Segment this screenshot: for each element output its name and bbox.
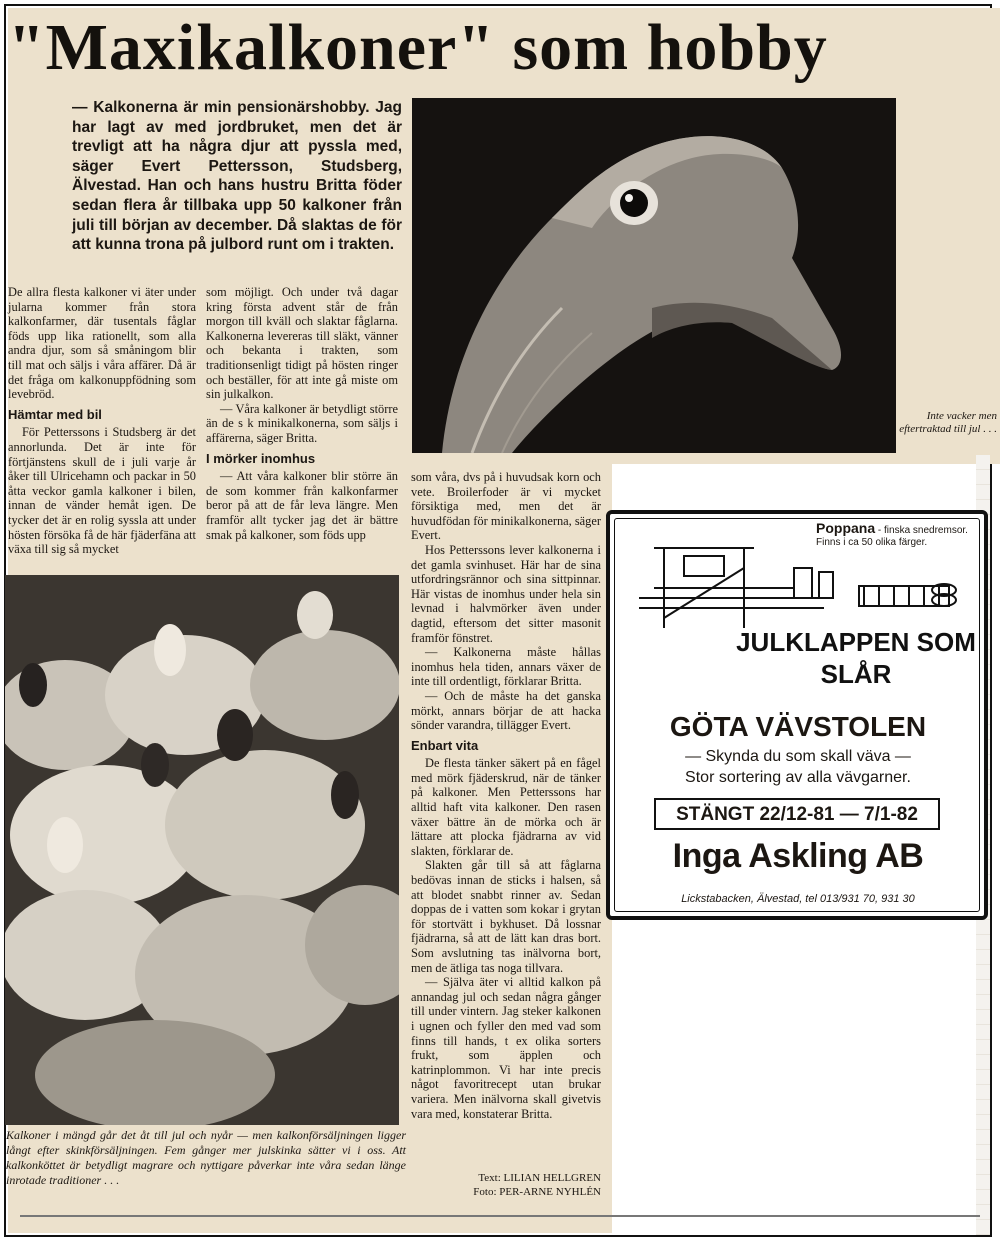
paragraph: — Kalkonerna måste hållas inomhus hela tiden, annars växer de inte till ordentligt, förklarar Britta. <box>411 645 601 689</box>
paragraph: De allra flesta kalkoner vi äter under jularna kommer från stora kalkonfarmer, där tusentals fåglar föds upp lika rationellt, som alla andra djur, som så småningom blir till mat och säljs i våra affärer. Då är det fråga om kalkonuppfödning som levebröd. <box>8 285 196 402</box>
subheading: Enbart vita <box>411 737 479 753</box>
subheading: I mörker inomhus <box>206 450 316 466</box>
paragraph: — Våra kalkoner är betydligt större än de s k minikalkonerna, som säljs i affärerna, säger Britta. <box>206 401 398 445</box>
photo1-caption: Inte vacker men eftertraktad till jul . . . <box>899 410 997 435</box>
turkey-flock-photo <box>5 575 399 1125</box>
photo2-caption: Kalkoner i mängd går det åt till jul och nyår — men kalkonförsäljningen ligger långt efter skinkförsäljningen. Fem gånger mer julskinka sätter vi i oss. Att kalkonköttet är betydligt magrare och nyttigare påverkar inte våra sedan länge inrotade traditioner . . . <box>6 1128 406 1187</box>
paragraph: De flesta tänker säkert på en fågel med mörk fjäderskrud, när de tänker på kalkoner. Men Petterssons har alltid haft vita kalkoner. Den rasen växer bättre än de mörka och är lättare att plocka fjädrarna av vid slakten, förklarar de. <box>411 756 601 858</box>
text-credit: Text: LILIAN HELLGREN <box>478 1172 601 1184</box>
article-lead: — Kalkonerna är min pensionärshobby. Jag har lagt av med jordbruket, men det är trevligt att ha några djur att pyssla med, säger Evert Pettersson, Studsberg, Älvestad. Han och hans hustru Britta föder sedan flera år tillbaka upp 50 kalkoner från juli till början av december. Då slaktas de för att kunna trona på julbord runt om i trakten. <box>72 99 402 254</box>
photo-credit: Foto: PER-ARNE NYHLÉN <box>473 1185 601 1198</box>
paragraph: som möjligt. Och under två dagar kring första advent står de från morgon till kväll och slaktar fåglarna. Kalkonerna levereras till släkt, vänner och bekanta i trakten, som traditionsenligt tidigt på hösten ringer och beställer, för att inte gå miste om sin julkalkon. <box>206 285 398 402</box>
paragraph: som våra, dvs på i huvudsak korn och vete. Broilerfoder är vi mycket försiktiga med, men det är huvudfödan för minikalkonerna, säger Evert. <box>411 470 601 543</box>
poppana-note <box>816 522 976 549</box>
ad-line-2: Stor sortering av alla vävgarner. <box>685 769 911 786</box>
ad-address: Lickstabacken, Älvestad, tel 013/931 70, 931 30 <box>681 893 915 905</box>
ad-company: Inga Askling AB <box>672 837 924 875</box>
paragraph: Hos Petterssons lever kalkonerna i det gamla svinhuset. Här har de sina utfordringsrännor och sina sittpinnar. Här vistas de inomhus under hela sin levnad i halvmörker även under dagtid, eftersom det sitter masonit framför fönstret. <box>411 542 601 645</box>
article-column-1 <box>8 285 196 557</box>
subheading: Hämtar med bil <box>8 406 102 422</box>
ad-headline: JULKLAPPEN SOM SLÅR <box>736 627 976 689</box>
ad-closed-dates: STÄNGT 22/12-81 — 7/1-82 <box>654 798 940 830</box>
ad-brand: Poppana <box>816 520 876 536</box>
advertisement <box>606 510 988 920</box>
ad-tagline <box>620 746 976 788</box>
paragraph: För Petterssons i Studsberg är det annorlunda. Det är inte för förtjänstens skull de i juli varje år åker till Ulricehamn och packar in 50 åtta veckor gamla kalkoner i bilen, innan de vänder hemåt igen. De tycker det är en rolig syssla att under hösten försöka få de här fjäderfäna att växa till sig så mycket <box>8 425 196 557</box>
article-headline: "Maxikalkoner" som hobby <box>8 11 828 84</box>
ad-product: GÖTA VÄVSTOLEN <box>669 711 927 742</box>
paragraph: Slakten går till så att fåglarna bedövas innan de sticks i halsen, så att blodet snabbt rinner av. Sedan doppas de i vatten som kokar i grytan för stortvätt i bykhuset. Då lossnar fjädrarna, så att de lätt kan dras bort. Som avslutning tas inälvorna bort, men de ätliga tas noga tillvara. <box>411 858 601 975</box>
ad-brand-note: - finska snedremsor. Finns i ca 50 olika färger. <box>816 525 968 548</box>
turkey-head-photo <box>412 98 896 453</box>
article-column-3 <box>411 470 601 1121</box>
paragraph: — Och de måste ha det ganska mörkt, annars börjar de att hacka sönder varandra, tillägger Evert. <box>411 688 601 733</box>
paragraph: — Själva äter vi alltid kalkon på annandag jul och sedan några gånger till under vintern. Jag steker kalkonen i ugnen och fyller den med vad som finns till hands, t ex olika sorters frukt, som äpplen och katrinplommon. Vi har inte precis något favoritrecept utan brukar variera. Men inälvorna skall givetvis vara med, konstaterar Britta. <box>411 975 601 1121</box>
paragraph: — Att våra kalkoner blir större än de som kommer från kalkonfarmer beror på att de får leva längre. Men framför allt tycker jag det är bättre smak på kalkoner, som föds upp <box>206 469 398 542</box>
article-credits <box>421 1172 601 1199</box>
bottom-rule <box>20 1215 980 1217</box>
ad-line-1: — Skynda du som skall väva — <box>685 748 911 765</box>
article-column-2 <box>206 285 398 542</box>
